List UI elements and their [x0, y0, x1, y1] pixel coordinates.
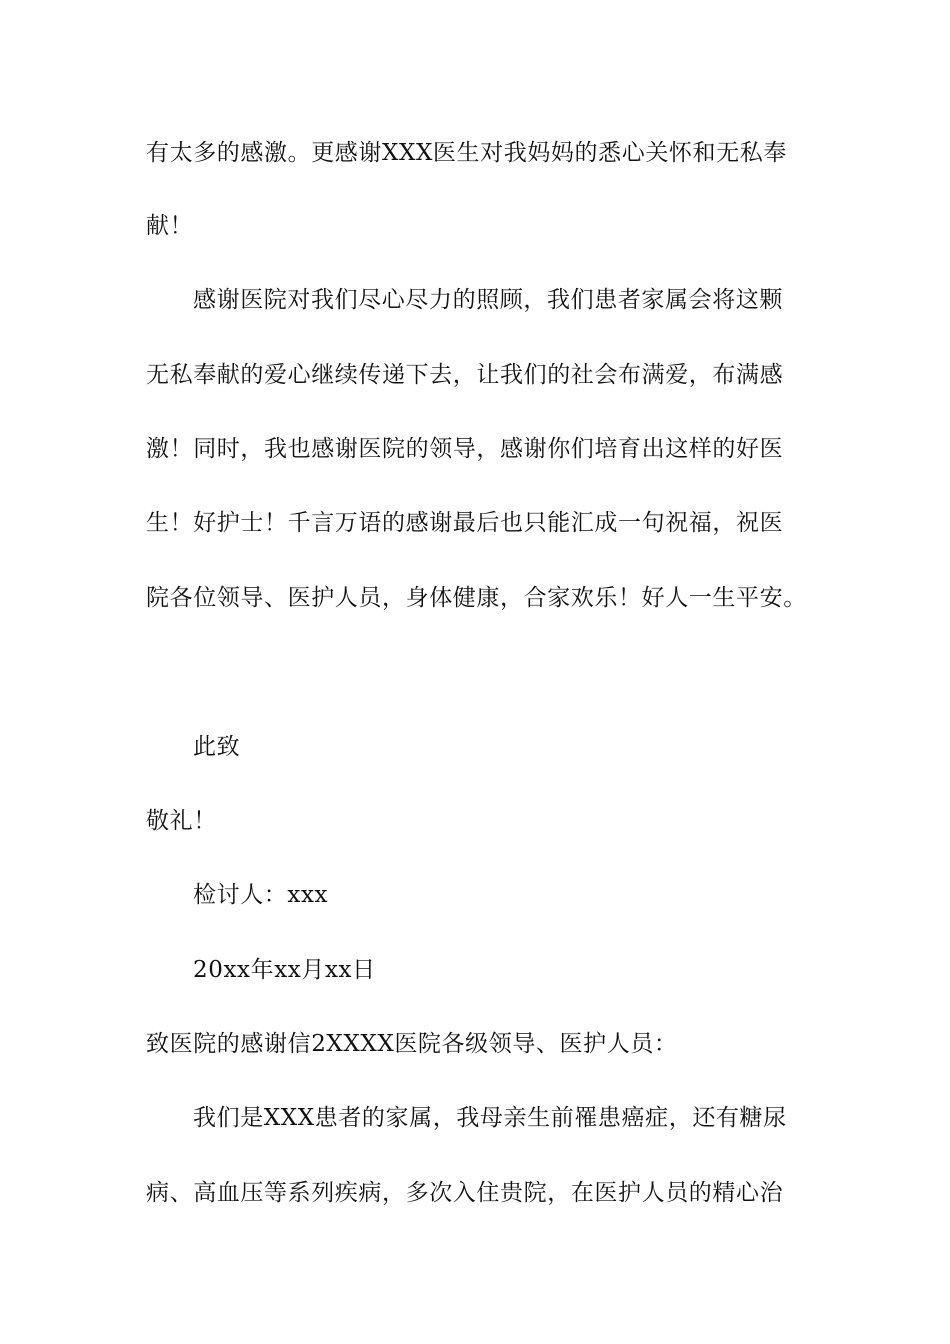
letter-heading: 致医院的感谢信2XXXX医院各级领导、医护人员： — [146, 1031, 678, 1057]
paragraph-line: 生！好护士！千言万语的感谢最后也只能汇成一句祝福，祝医 — [146, 510, 784, 536]
closing-regards: 敬礼！ — [146, 808, 217, 834]
paragraph-line: 院各位领导、医护人员，身体健康，合家欢乐！好人一生平安。 — [146, 585, 807, 611]
paragraph-line: 感谢医院对我们尽心尽力的照顾，我们患者家属会将这颗 — [193, 287, 783, 313]
paragraph-line: 有太多的感激。更感谢XXX医生对我妈妈的悉心关怀和无私奉 — [146, 140, 787, 166]
paragraph-line: 我们是XXX患者的家属，我母亲生前罹患癌症，还有糖尿 — [193, 1105, 787, 1131]
date-line: 20xx年xx月xx日 — [193, 957, 376, 983]
paragraph-line: 激！同时，我也感谢医院的领导，感谢你们培育出这样的好医 — [146, 436, 784, 462]
closing-salutation: 此致 — [193, 734, 241, 760]
paragraph-line: 无私奉献的爱心继续传递下去，让我们的社会布满爱，布满感 — [146, 362, 784, 388]
paragraph-line: 病、高血压等系列疾病，多次入住贵院，在医护人员的精心治 — [146, 1180, 784, 1206]
signature-line: 检讨人：xxx — [193, 882, 329, 908]
paragraph-line: 献！ — [146, 213, 194, 239]
